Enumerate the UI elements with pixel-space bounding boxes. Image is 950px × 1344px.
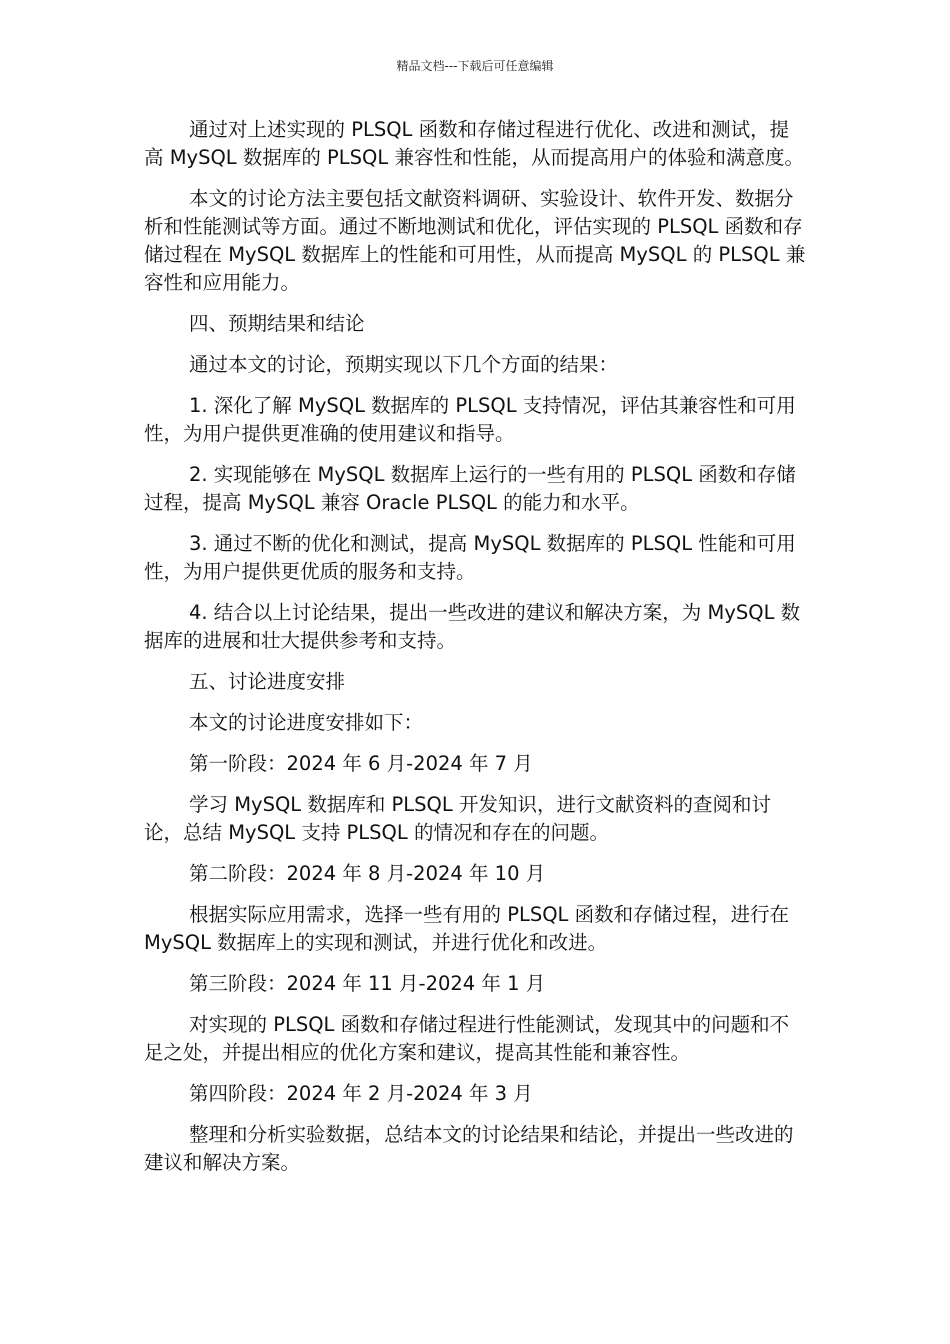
stage-1-description: 学习 MySQL 数据库和 PLSQL 开发知识，进行文献资料的查阅和讨论，总结 MySQL 支持 PLSQL 的情况和存在的问题。 (144, 793, 771, 844)
section-heading-schedule: 五、讨论进度安排 (189, 670, 346, 693)
result-item-1: 1. 深化了解 MySQL 数据库的 PLSQL 支持情况，评估其兼容性和可用性，为用户提供更准确的使用建议和指导。 (144, 394, 796, 445)
paragraph-research-methods: 本文的讨论方法主要包括文献资料调研、实验设计、软件开发、数据分析和性能测试等方面。通过不断地测试和优化，评估实现的 PLSQL 函数和存储过程在 MySQL 数据库上的性能和可用性，从而提高 MySQL 的 PLSQL 兼容性和应用能力。 (144, 187, 806, 294)
document-body (144, 116, 808, 1190)
stage-4-description: 整理和分析实验数据，总结本文的讨论结果和结论，并提出一些改进的建议和解决方案。 (144, 1123, 794, 1174)
result-item-2: 2. 实现能够在 MySQL 数据库上运行的一些有用的 PLSQL 函数和存储过程，提高 MySQL 兼容 Oracle PLSQL 的能力和水平。 (144, 463, 796, 514)
paragraph-results-intro: 通过本文的讨论，预期实现以下几个方面的结果： (189, 353, 619, 376)
paragraph-optimization-goal: 通过对上述实现的 PLSQL 函数和存储过程进行优化、改进和测试，提高 MySQL 数据库的 PLSQL 兼容性和性能，从而提高用户的体验和满意度。 (144, 118, 804, 169)
stage-1-heading: 第一阶段：2024 年 6 月-2024 年 7 月 (189, 752, 533, 775)
stage-2-heading: 第二阶段：2024 年 8 月-2024 年 10 月 (189, 862, 546, 885)
stage-3-description: 对实现的 PLSQL 函数和存储过程进行性能测试，发现其中的问题和不足之处，并提出相应的优化方案和建议，提高其性能和兼容性。 (144, 1013, 790, 1064)
stage-2-description: 根据实际应用需求，选择一些有用的 PLSQL 函数和存储过程，进行在 MySQL 数据库上的实现和测试，并进行优化和改进。 (144, 903, 790, 954)
section-heading-expected-results: 四、预期结果和结论 (189, 312, 365, 335)
stage-3-heading: 第三阶段：2024 年 11 月-2024 年 1 月 (189, 972, 546, 995)
result-item-4: 4. 结合以上讨论结果，提出一些改进的建议和解决方案，为 MySQL 数据库的进展和壮大提供参考和支持。 (144, 601, 801, 652)
paragraph-schedule-intro: 本文的讨论进度安排如下： (189, 711, 424, 734)
stage-4-heading: 第四阶段：2024 年 2 月-2024 年 3 月 (189, 1082, 533, 1105)
page-header: 精品文档---下载后可任意编辑 (396, 59, 554, 73)
result-item-3: 3. 通过不断的优化和测试，提高 MySQL 数据库的 PLSQL 性能和可用性，为用户提供更优质的服务和支持。 (144, 532, 796, 583)
